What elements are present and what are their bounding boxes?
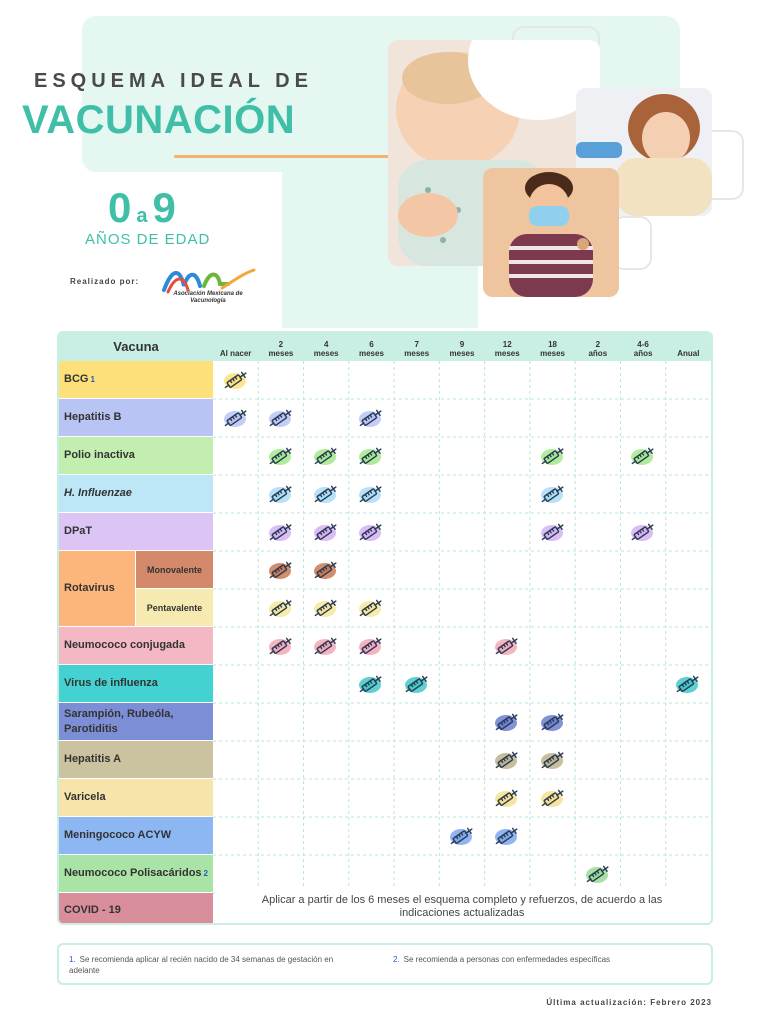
syringe-icon	[266, 593, 296, 623]
footnote-1: 1. Se recomienda aplicar al recién nacido de 34 semanas de gestación en adelante	[69, 955, 334, 975]
syringe-icon	[221, 365, 251, 395]
column-header-unit: meses	[540, 349, 565, 358]
footnotes	[57, 943, 713, 985]
syringe-icon	[311, 441, 341, 471]
column-header	[258, 336, 303, 360]
column-header-number: 4	[323, 340, 329, 349]
syringe-icon	[538, 517, 568, 547]
syringe-icon	[492, 783, 522, 813]
org-name: Asociación Mexicana de Vacunología	[173, 291, 243, 304]
syringe-icon	[538, 479, 568, 509]
syringe-icon	[266, 631, 296, 661]
age-range	[108, 184, 176, 230]
row-label-text: Virus de influenza	[64, 677, 158, 689]
row-label	[59, 855, 213, 893]
row-label-text: Neumococo conjugada	[64, 639, 186, 651]
vaccine-column-header: Vacuna	[113, 339, 159, 354]
syringe-icon	[266, 403, 296, 433]
row-label	[59, 627, 213, 665]
column-header	[666, 336, 711, 360]
syringe-icon	[356, 669, 386, 699]
footnote-marker: 2	[203, 869, 208, 878]
syringe-icon	[492, 707, 522, 737]
row-label	[59, 361, 213, 399]
syringe-icon	[356, 441, 386, 471]
row-label-text: COVID - 19	[64, 904, 121, 916]
column-header-unit: meses	[313, 349, 339, 358]
syringe-icon	[356, 517, 386, 547]
column-header-number: 2	[595, 340, 601, 349]
column-header-number: 12	[502, 340, 512, 349]
column-header-number: 2	[278, 340, 284, 349]
table-header	[59, 333, 711, 361]
row-label-text: Neumococo Polisacáridos	[64, 867, 202, 879]
syringe-icon	[356, 479, 386, 509]
syringe-icon	[538, 441, 568, 471]
syringe-icon	[266, 441, 296, 471]
syringe-icon	[266, 555, 296, 585]
row-label	[59, 817, 213, 855]
row-label-text: Sarampión, Rubeóla, Parotiditis	[64, 707, 174, 735]
row-label-text: Varicela	[64, 791, 106, 803]
row-label	[59, 893, 213, 925]
syringe-icon	[492, 745, 522, 775]
column-header	[485, 336, 530, 360]
column-header	[349, 336, 394, 360]
row-label	[59, 437, 213, 475]
age-joiner: a	[136, 205, 148, 227]
column-header-number: 9	[459, 340, 465, 349]
column-header-unit: meses	[358, 349, 384, 358]
column-header-unit: meses	[268, 349, 294, 358]
syringe-icon	[311, 517, 341, 547]
syringe-icon	[311, 555, 341, 585]
made-by-label: Realizado por:	[70, 277, 140, 286]
syringe-icon	[492, 821, 522, 851]
title-top: ESQUEMA IDEAL DE	[34, 70, 313, 92]
row-label	[59, 703, 213, 741]
column-header-number: 7	[414, 340, 419, 349]
column-header-number: 4-6	[637, 340, 649, 349]
row-label-text: Polio inactiva	[64, 449, 135, 461]
age-from: 0	[108, 184, 132, 231]
row-label-text: Meningococo ACYW	[64, 829, 172, 841]
syringe-icon	[402, 669, 432, 699]
last-updated: Última actualización: Febrero 2023	[546, 998, 712, 1007]
syringe-icon	[583, 859, 613, 889]
syringe-icon	[538, 783, 568, 813]
boy-vaccination-photo	[483, 168, 619, 297]
column-header-unit: Al nacer	[219, 349, 252, 358]
column-header-unit: Anual	[677, 349, 700, 358]
column-header-unit: meses	[494, 349, 520, 358]
syringe-icon	[311, 479, 341, 509]
row-sublabel: Pentavalente	[135, 589, 213, 627]
syringe-icon	[311, 593, 341, 623]
row-label	[59, 551, 135, 627]
column-header-unit: meses	[449, 349, 475, 358]
row-label-text: DPaT	[64, 525, 93, 537]
row-sublabel: Monovalente	[135, 551, 213, 589]
syringe-icon	[356, 631, 386, 661]
syringe-icon	[221, 403, 251, 433]
syringe-icon	[492, 631, 522, 661]
syringe-icon	[673, 669, 703, 699]
row-label-text: H. Influenzae	[64, 487, 132, 499]
column-header	[530, 336, 575, 360]
syringe-icon	[538, 707, 568, 737]
row-label-text: Hepatitis B	[64, 411, 122, 423]
column-header-unit: meses	[404, 349, 430, 358]
covid-note: Aplicar a partir de los 6 meses el esquema completo y refuerzos, de acuerdo a las indicaciones actualizadas	[215, 889, 709, 925]
row-label	[59, 399, 213, 437]
column-header-unit: años	[633, 349, 653, 358]
age-unit: AÑOS DE EDAD	[85, 231, 211, 248]
footnote-2: 2. Se recomienda a personas con enfermedades específicas	[393, 955, 611, 964]
vaccination-table	[57, 331, 713, 925]
row-label-text: Rotavirus	[64, 582, 115, 594]
column-header-unit: años	[588, 349, 608, 358]
row-label-text: Hepatitis A	[64, 753, 122, 765]
page-title: VACUNACIÓN	[22, 98, 296, 142]
syringe-icon	[266, 517, 296, 547]
column-header	[394, 336, 439, 360]
syringe-icon	[311, 631, 341, 661]
footnote-marker: 1	[90, 375, 95, 384]
column-header	[575, 336, 620, 360]
row-label	[59, 665, 213, 703]
column-header	[304, 336, 349, 360]
column-header	[439, 336, 484, 360]
row-label	[59, 779, 213, 817]
age-to: 9	[152, 184, 176, 231]
syringe-icon	[628, 441, 658, 471]
syringe-icon	[356, 593, 386, 623]
syringe-icon	[266, 479, 296, 509]
syringe-icon	[447, 821, 477, 851]
row-label	[59, 513, 213, 551]
column-header	[213, 336, 258, 360]
row-label	[59, 741, 213, 779]
syringe-icon	[538, 745, 568, 775]
column-header-number: 6	[369, 340, 374, 349]
row-label	[59, 475, 213, 513]
column-header-number: 18	[548, 340, 557, 349]
column-header	[620, 336, 665, 360]
syringe-icon	[356, 403, 386, 433]
row-label-text: BCG	[64, 373, 89, 385]
syringe-icon	[628, 517, 658, 547]
